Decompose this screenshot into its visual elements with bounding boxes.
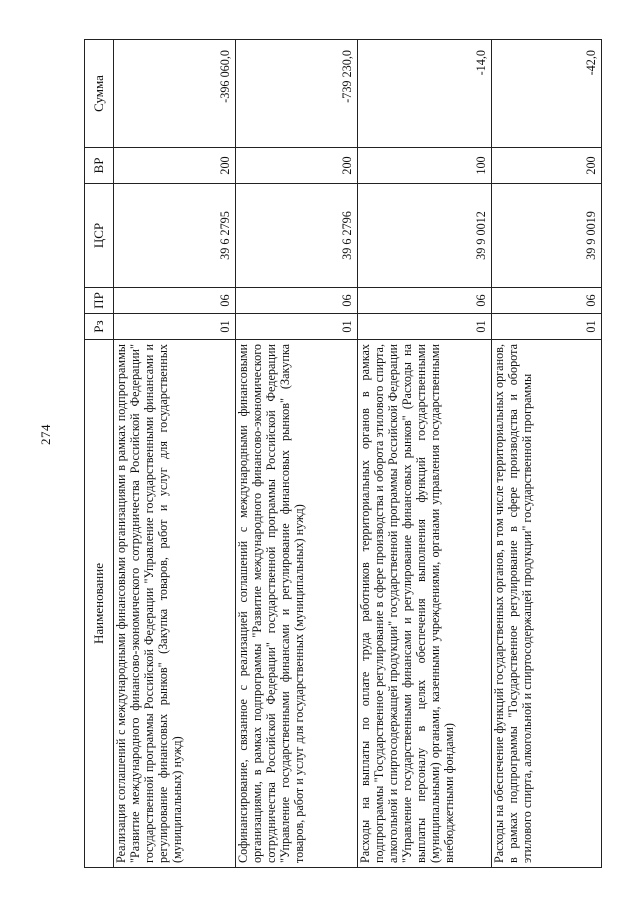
row-rz: 01 xyxy=(492,314,602,340)
table-row xyxy=(236,40,358,868)
row-csr: 39 6 2796 xyxy=(236,184,358,288)
row-csr: 39 6 2795 xyxy=(114,184,236,288)
row-name: Расходы на обеспечение функций государственных органов, в том числе территориальных органов, в рамках подпрограммы "Государственное регулирование в сфере производства и оборота этилового спирта, алкогольной и спиртосодержащей продукции" государственной программы xyxy=(492,340,602,868)
row-rz: 01 xyxy=(236,314,358,340)
header-name: Наименование xyxy=(85,340,114,868)
row-name: Софинансирование, связанное с реализацией соглашений с международными финансовыми организациями, в рамках подпрограммы "Развитие международного финансово-экономического сотрудничества Российской Федерации" государственной программы Российской Федерации "Управление государственными финансами и регулирование финансовых рынков" (Закупка товаров, работ и услуг для государственных (муниципальных) нужд) xyxy=(236,340,358,868)
page-number: 274 xyxy=(38,424,53,445)
header-pr: ПР xyxy=(85,288,114,314)
row-vr: 100 xyxy=(358,148,492,184)
budget-table xyxy=(84,39,602,868)
row-rz: 01 xyxy=(114,314,236,340)
row-sum: -739 230,0 xyxy=(236,40,358,148)
row-pr: 06 xyxy=(114,288,236,314)
header-csr: ЦСР xyxy=(85,184,114,288)
row-name: Расходы на выплаты по оплате труда работников территориальных органов в рамках подпрограммы "Государственное регулирование в сфере производства и оборота этилового спирта, алкогольной и спиртосодержащей продукции" государственной программы Российской Федерации "Управление государственными финансами и регулирование финансовых рынков" (Расходы на выплаты персоналу в целях обеспечения выполнения функций государственными (муниципальными) органами, казенными учреждениями, органами управления государственными внебюджетными фондами) xyxy=(358,340,492,868)
table-row xyxy=(114,40,236,868)
row-vr: 200 xyxy=(236,148,358,184)
table-row xyxy=(358,40,492,868)
row-sum: -396 060,0 xyxy=(114,40,236,148)
row-rz: 01 xyxy=(358,314,492,340)
row-pr: 06 xyxy=(492,288,602,314)
row-csr: 39 9 0019 xyxy=(492,184,602,288)
row-pr: 06 xyxy=(358,288,492,314)
row-vr: 200 xyxy=(492,148,602,184)
row-csr: 39 9 0012 xyxy=(358,184,492,288)
table-row xyxy=(492,40,602,868)
table-header-row xyxy=(85,40,114,868)
header-vr: ВР xyxy=(85,148,114,184)
budget-table-rotated xyxy=(84,40,602,868)
header-rz: Рз xyxy=(85,314,114,340)
row-name: Реализация соглашений с международными финансовыми организациями в рамках подпрограммы "Развитие международного финансово-экономического сотрудничества Российской Федерации" государственной программы Российской Федерации "Управление государственными финансами и регулирование финансовых рынков" (Закупка товаров, работ и услуг для государственных (муниципальных) нужд) xyxy=(114,340,236,868)
header-sum: Сумма xyxy=(85,40,114,148)
row-sum: -42,0 xyxy=(492,40,602,148)
row-sum: -14,0 xyxy=(358,40,492,148)
row-pr: 06 xyxy=(236,288,358,314)
row-vr: 200 xyxy=(114,148,236,184)
